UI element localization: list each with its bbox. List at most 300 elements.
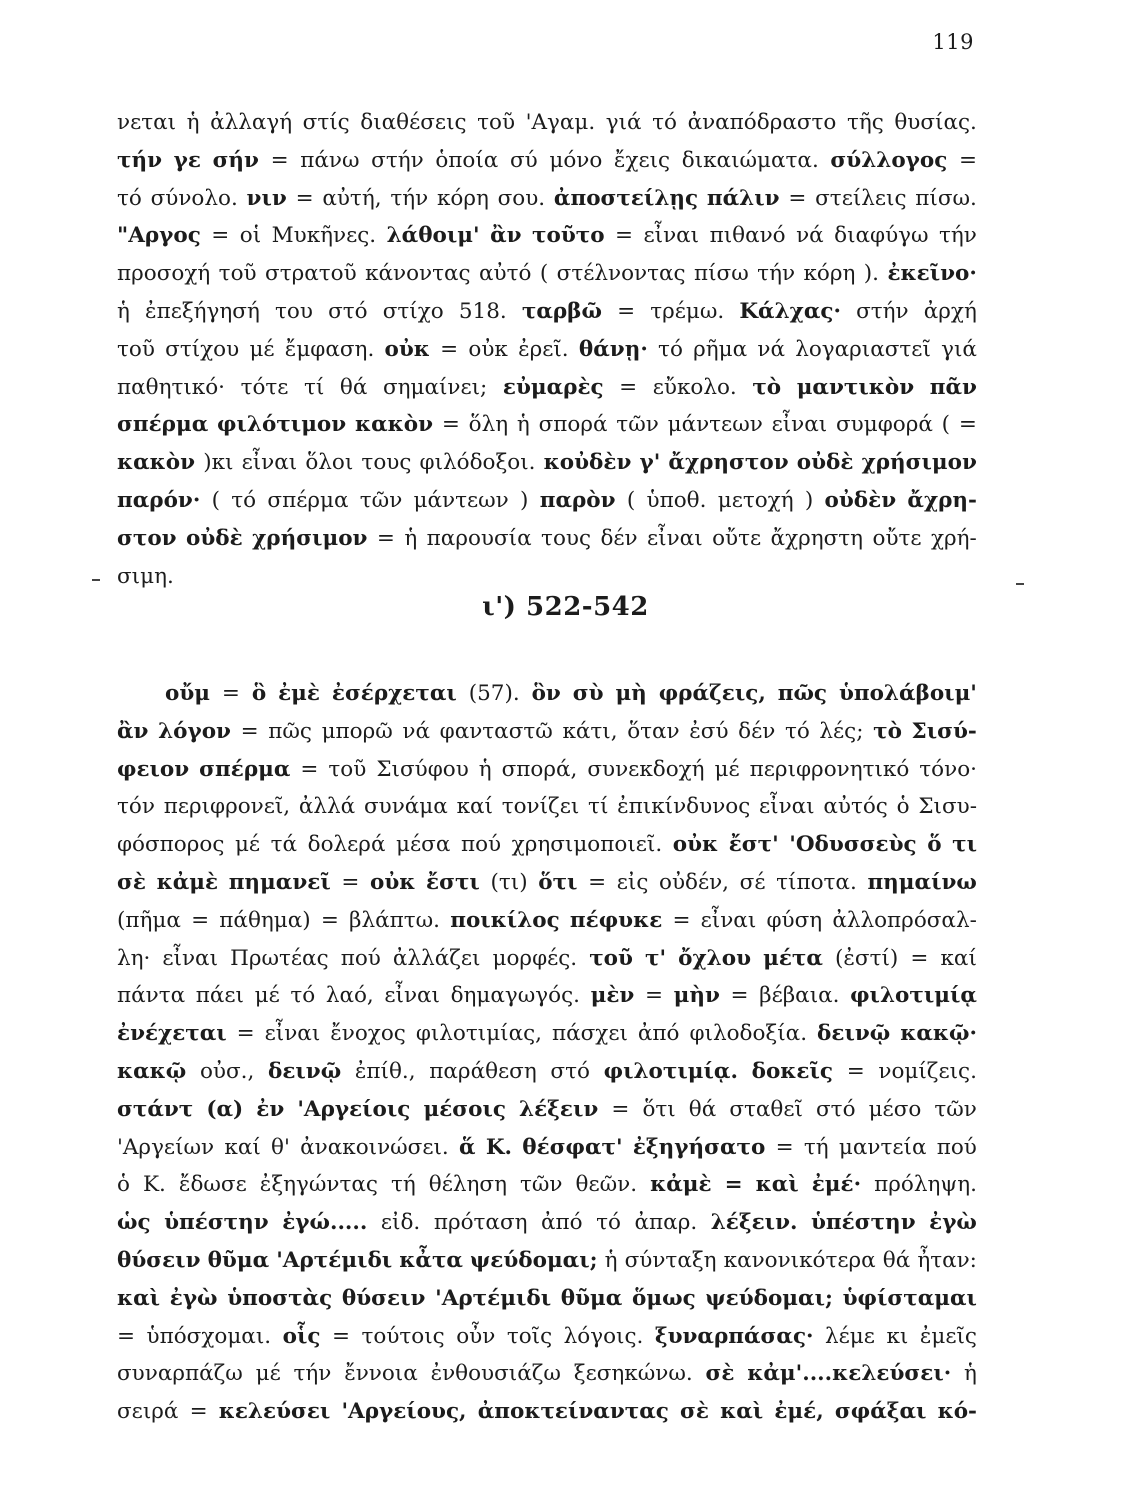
word bbox=[117, 751, 189, 789]
gloss-text: ἀπό bbox=[637, 1021, 680, 1047]
word bbox=[797, 369, 914, 407]
word bbox=[326, 977, 374, 1015]
word bbox=[887, 255, 976, 293]
text-line bbox=[117, 1091, 977, 1129]
gloss-text: χρησιμοποιεῖ. bbox=[511, 832, 663, 858]
gloss-text: = bbox=[958, 147, 977, 173]
word bbox=[260, 1166, 378, 1204]
word bbox=[165, 331, 239, 369]
word bbox=[701, 902, 757, 940]
word bbox=[674, 977, 720, 1015]
text-line bbox=[117, 369, 977, 407]
gloss-text: πρόληψη. bbox=[874, 1172, 977, 1198]
word bbox=[647, 520, 703, 558]
word bbox=[952, 826, 977, 864]
word bbox=[117, 482, 200, 520]
gloss-text: καί bbox=[456, 794, 493, 820]
word bbox=[937, 1129, 977, 1167]
word bbox=[328, 751, 366, 789]
gloss-text: πάσχει bbox=[551, 1021, 628, 1047]
text-line bbox=[117, 558, 977, 596]
gloss-text: μέ bbox=[254, 983, 280, 1009]
word bbox=[165, 675, 210, 713]
word bbox=[552, 1015, 628, 1053]
gloss-text: τότε bbox=[240, 374, 289, 400]
gloss-text: )κι bbox=[203, 450, 234, 476]
word bbox=[897, 788, 910, 826]
word bbox=[416, 1015, 542, 1053]
word bbox=[304, 369, 324, 407]
gloss-text: = bbox=[376, 525, 395, 551]
lemma-term: ὃ bbox=[251, 681, 267, 706]
word bbox=[117, 1393, 178, 1431]
word bbox=[756, 1166, 799, 1204]
page-number: 119 bbox=[932, 30, 974, 54]
word bbox=[117, 940, 150, 978]
word bbox=[117, 1242, 201, 1280]
text-line bbox=[117, 104, 977, 142]
word bbox=[383, 369, 487, 407]
word bbox=[588, 864, 606, 902]
gloss-text: ἀπό bbox=[541, 1210, 583, 1236]
word bbox=[878, 1053, 977, 1091]
gloss-text: = bbox=[615, 223, 634, 249]
word bbox=[918, 788, 977, 826]
word bbox=[117, 255, 210, 293]
gloss-text: θεῶν. bbox=[575, 1172, 638, 1198]
gloss-text: δικαιώματα. bbox=[681, 147, 819, 173]
word bbox=[174, 142, 201, 180]
text-line bbox=[117, 293, 977, 331]
lemma-term: φειον bbox=[117, 756, 190, 782]
word bbox=[203, 444, 233, 482]
word bbox=[117, 558, 174, 596]
gloss-text: = bbox=[775, 1134, 794, 1160]
gloss-text: πού bbox=[340, 945, 381, 971]
gloss-text: = bbox=[644, 983, 663, 1009]
gloss-text: φανταστῶ bbox=[439, 718, 553, 744]
lemma-term: τι bbox=[952, 832, 977, 858]
lemma-term: ἔστ' bbox=[728, 832, 779, 858]
gloss-text: λέμε bbox=[825, 1323, 875, 1349]
gloss-text: ἔχεις bbox=[613, 147, 671, 173]
word bbox=[886, 1318, 908, 1356]
gloss-text: βέβαια. bbox=[759, 983, 840, 1009]
word bbox=[256, 1355, 281, 1393]
gloss-text: ὑπόσχομαι. bbox=[146, 1323, 272, 1349]
text-line bbox=[117, 255, 977, 293]
lemma-term: ἐκεῖνο· bbox=[887, 261, 977, 287]
gloss-text: ) bbox=[520, 487, 529, 513]
gloss-text: πάει bbox=[195, 983, 244, 1009]
word bbox=[230, 940, 329, 978]
word bbox=[229, 864, 331, 902]
word bbox=[344, 1355, 418, 1393]
lemma-term: 'Αργείους, bbox=[341, 1399, 467, 1425]
word bbox=[652, 104, 677, 142]
gloss-text: τήν bbox=[293, 1361, 332, 1387]
gloss-text: εἶναι bbox=[384, 983, 440, 1009]
word bbox=[562, 713, 617, 751]
word bbox=[617, 864, 649, 902]
word bbox=[479, 751, 492, 789]
word bbox=[673, 826, 718, 864]
word bbox=[532, 675, 561, 713]
word bbox=[678, 940, 751, 978]
word bbox=[774, 1393, 823, 1431]
word bbox=[707, 180, 780, 218]
word bbox=[611, 1091, 629, 1129]
word bbox=[468, 331, 507, 369]
gloss-text: σταθεῖ bbox=[729, 1096, 803, 1122]
gloss-text: = bbox=[440, 336, 459, 362]
word bbox=[939, 217, 977, 255]
word bbox=[420, 444, 536, 482]
lemma-term: δεινῷ bbox=[817, 1021, 891, 1047]
word bbox=[117, 788, 155, 826]
lemma-term: μὴν bbox=[673, 983, 720, 1009]
gloss-text: εἶναι bbox=[771, 412, 828, 438]
gloss-text: στρατοῦ bbox=[265, 261, 357, 287]
word bbox=[917, 1242, 977, 1280]
word bbox=[550, 1053, 590, 1091]
word bbox=[282, 1204, 367, 1242]
word bbox=[490, 217, 521, 255]
text-line bbox=[117, 406, 977, 444]
word bbox=[117, 369, 225, 407]
word bbox=[596, 1204, 621, 1242]
word bbox=[429, 1053, 536, 1091]
word bbox=[632, 1280, 696, 1318]
gloss-text: τίποτα. bbox=[776, 869, 857, 895]
word bbox=[362, 1318, 445, 1356]
gloss-text: ἐρεῖ. bbox=[518, 336, 569, 362]
word bbox=[431, 1355, 561, 1393]
word bbox=[549, 142, 602, 180]
gloss-text: = bbox=[240, 718, 259, 744]
lemma-term: τὸ bbox=[752, 374, 782, 400]
word bbox=[795, 331, 931, 369]
word bbox=[256, 1091, 284, 1129]
word bbox=[219, 1393, 331, 1431]
word bbox=[231, 482, 256, 520]
lemma-term: σὺ bbox=[572, 681, 604, 706]
gloss-text: χρή- bbox=[931, 525, 977, 551]
word bbox=[427, 520, 532, 558]
word bbox=[759, 788, 815, 826]
lemma-term: σὲ bbox=[117, 869, 146, 895]
lemma-term: γ' bbox=[639, 450, 661, 476]
word bbox=[224, 1129, 260, 1167]
word bbox=[469, 675, 520, 713]
gloss-text: στίς bbox=[302, 110, 350, 135]
word bbox=[308, 826, 386, 864]
word bbox=[435, 142, 498, 180]
gloss-text: = bbox=[191, 907, 210, 933]
word bbox=[361, 444, 411, 482]
gloss-text: ὅλοι bbox=[305, 450, 354, 476]
word bbox=[117, 1166, 130, 1204]
text-line bbox=[117, 902, 977, 940]
text-line bbox=[117, 940, 977, 978]
word bbox=[276, 1242, 392, 1280]
word bbox=[725, 1166, 743, 1204]
word bbox=[819, 713, 863, 751]
gloss-text: ἐσύ bbox=[689, 718, 729, 744]
gloss-text: τό bbox=[658, 336, 683, 362]
word bbox=[268, 1053, 341, 1091]
text-line bbox=[117, 331, 977, 369]
word bbox=[532, 217, 605, 255]
word bbox=[817, 1015, 890, 1053]
word bbox=[564, 1318, 644, 1356]
word bbox=[117, 406, 208, 444]
commentary-paragraph-1 bbox=[117, 104, 977, 595]
lemma-term: φιλοτιμίᾳ. bbox=[603, 1058, 738, 1084]
word bbox=[633, 1129, 765, 1167]
gloss-text: σημαίνει; bbox=[382, 374, 488, 400]
word bbox=[117, 1129, 214, 1167]
word bbox=[934, 1091, 977, 1129]
gloss-text: = bbox=[117, 1323, 136, 1349]
word bbox=[650, 293, 724, 331]
gloss-text: στήν bbox=[856, 298, 909, 324]
gloss-text: = bbox=[300, 756, 319, 782]
gloss-text: δέν bbox=[738, 718, 776, 744]
word bbox=[493, 940, 578, 978]
word bbox=[376, 751, 468, 789]
word bbox=[235, 826, 260, 864]
word bbox=[763, 940, 823, 978]
word bbox=[414, 482, 509, 520]
word bbox=[222, 675, 240, 713]
word bbox=[823, 788, 887, 826]
word bbox=[365, 255, 471, 293]
lemma-term: πέφυκε bbox=[569, 907, 663, 933]
gloss-text: του bbox=[275, 298, 313, 324]
word bbox=[910, 940, 928, 978]
gloss-text: φιλόδοξοι. bbox=[419, 450, 536, 476]
gloss-text: ἡ bbox=[117, 298, 130, 324]
gloss-text: τοῦ bbox=[218, 261, 257, 287]
word bbox=[402, 713, 430, 751]
word bbox=[242, 444, 298, 482]
gloss-text: τό bbox=[117, 185, 142, 211]
lemma-term: σὲ bbox=[680, 1399, 709, 1425]
word bbox=[815, 180, 906, 218]
word bbox=[479, 255, 531, 293]
gloss-text: = bbox=[211, 223, 230, 249]
word bbox=[689, 1015, 807, 1053]
word bbox=[117, 864, 146, 902]
gloss-text: καί bbox=[224, 1134, 261, 1160]
lemma-term: οὐκ bbox=[672, 832, 719, 858]
lemma-term: 'Αρτέμιδι bbox=[276, 1247, 393, 1273]
gloss-text: προσοχή bbox=[117, 261, 211, 287]
word bbox=[605, 1242, 618, 1280]
word bbox=[285, 331, 374, 369]
word bbox=[573, 675, 604, 713]
word bbox=[294, 1355, 332, 1393]
word bbox=[391, 1166, 416, 1204]
text-line bbox=[117, 977, 977, 1015]
lemma-term: τοῦτο bbox=[532, 223, 605, 249]
lemma-term: οἷς bbox=[282, 1323, 321, 1349]
gloss-text: ἀλλαγή bbox=[210, 110, 293, 135]
word bbox=[440, 331, 458, 369]
word bbox=[964, 1355, 977, 1393]
word bbox=[804, 1129, 829, 1167]
word bbox=[803, 255, 855, 293]
word bbox=[796, 217, 824, 255]
gloss-text: ὅτι bbox=[642, 1096, 676, 1122]
word bbox=[588, 788, 608, 826]
gloss-text: = bbox=[320, 907, 339, 933]
word bbox=[271, 826, 297, 864]
gloss-text: θά bbox=[339, 374, 368, 400]
gloss-text: τοῦ bbox=[328, 756, 367, 782]
word bbox=[459, 293, 507, 331]
gloss-text: οὐδέν, bbox=[659, 869, 730, 895]
gloss-text: νά bbox=[796, 223, 824, 249]
word bbox=[429, 1166, 507, 1204]
word bbox=[931, 520, 977, 558]
word bbox=[788, 180, 806, 218]
lemma-term: ὃν bbox=[531, 681, 561, 706]
word bbox=[839, 1129, 927, 1167]
text-line bbox=[117, 1318, 977, 1356]
word bbox=[457, 788, 493, 826]
word bbox=[645, 977, 663, 1015]
word bbox=[570, 902, 662, 940]
word bbox=[290, 977, 315, 1015]
lemma-term: ποικίλος bbox=[450, 907, 560, 933]
lemma-term: 'Αρτέμιδι bbox=[435, 1285, 552, 1311]
lemma-term: μέτα bbox=[763, 945, 823, 971]
lemma-term: (α) bbox=[206, 1096, 244, 1122]
gloss-text: ἔννοια bbox=[344, 1361, 418, 1387]
word bbox=[381, 1204, 420, 1242]
text-line bbox=[117, 864, 977, 902]
lemma-term: μέσοις bbox=[423, 1096, 506, 1122]
word bbox=[219, 902, 310, 940]
gloss-text: πῶς bbox=[268, 718, 312, 744]
word bbox=[252, 675, 266, 713]
lemma-term: ἐξηγήσατο bbox=[632, 1134, 766, 1160]
word bbox=[341, 940, 381, 978]
gloss-text: = bbox=[910, 945, 929, 971]
word bbox=[151, 180, 238, 218]
word bbox=[442, 406, 460, 444]
gloss-text: τί bbox=[588, 794, 609, 820]
word bbox=[959, 142, 977, 180]
word bbox=[752, 1053, 833, 1091]
lemma-term: τὸ bbox=[873, 718, 902, 744]
gloss-text: κόρη bbox=[803, 261, 856, 287]
gloss-text: εἶναι bbox=[162, 945, 219, 971]
lemma-term: πῶς bbox=[777, 681, 828, 706]
gloss-text: δημαγωγός. bbox=[450, 983, 580, 1009]
word bbox=[164, 1204, 269, 1242]
word bbox=[434, 1204, 528, 1242]
word bbox=[747, 1355, 951, 1393]
word bbox=[668, 406, 763, 444]
gloss-text: ἀναπόδραστο bbox=[687, 110, 837, 135]
lemma-term: πάλιν bbox=[706, 185, 780, 211]
word bbox=[635, 1204, 698, 1242]
gloss-text: διαθέσεις bbox=[360, 110, 467, 135]
gloss-text: τό bbox=[290, 983, 316, 1009]
word bbox=[271, 1129, 290, 1167]
gloss-text: περιφρονεῖ, bbox=[163, 794, 291, 820]
word bbox=[342, 1280, 426, 1318]
word bbox=[600, 520, 637, 558]
word bbox=[510, 142, 538, 180]
gloss-text: μπορῶ bbox=[321, 718, 393, 744]
lemma-term: κακὸν bbox=[354, 412, 434, 438]
gloss-text: τῆς bbox=[846, 110, 884, 135]
gloss-text: τήν bbox=[939, 223, 977, 249]
word bbox=[680, 1393, 709, 1431]
gloss-text: τήν bbox=[757, 261, 796, 287]
gloss-text: εἰς bbox=[616, 869, 649, 895]
lemma-term: Κάλχας· bbox=[739, 298, 841, 324]
word bbox=[241, 369, 289, 407]
gloss-text: κόρη bbox=[436, 185, 489, 211]
lemma-term: καὶ bbox=[117, 1285, 161, 1311]
gloss-text: νά bbox=[402, 718, 431, 744]
gloss-text: καί bbox=[940, 945, 977, 971]
word bbox=[589, 940, 633, 978]
word bbox=[332, 1318, 350, 1356]
word bbox=[812, 1166, 861, 1204]
lemma-term: ὑπέστην bbox=[811, 1210, 916, 1236]
word bbox=[927, 826, 941, 864]
gloss-text: τή bbox=[803, 1134, 829, 1160]
word bbox=[435, 1280, 551, 1318]
gloss-text: παράθεση bbox=[429, 1058, 537, 1084]
word bbox=[503, 369, 604, 407]
gloss-text: τή bbox=[390, 1172, 416, 1198]
gloss-text: οὔτε bbox=[872, 525, 922, 551]
lemma-term: λάθοιμ' bbox=[386, 223, 480, 249]
lemma-term: ἐσέρχεται bbox=[331, 681, 457, 706]
lemma-term: νιν bbox=[246, 185, 287, 211]
gloss-text: ἐπικίνδυνος bbox=[617, 794, 751, 820]
word bbox=[554, 180, 698, 218]
text-line bbox=[117, 482, 977, 520]
lemma-term: ὄχλου bbox=[678, 945, 751, 971]
word bbox=[117, 826, 224, 864]
lemma-term: οὐκ bbox=[370, 869, 416, 895]
word bbox=[305, 444, 353, 482]
word bbox=[757, 255, 795, 293]
word bbox=[653, 369, 737, 407]
lemma-term: ἄχρηστον bbox=[668, 450, 789, 476]
word bbox=[591, 977, 635, 1015]
word bbox=[688, 104, 837, 142]
gloss-text: γιά bbox=[941, 336, 977, 362]
gloss-text: τό bbox=[596, 1210, 621, 1236]
text-line bbox=[117, 1355, 977, 1393]
lemma-term: μαντικὸν bbox=[796, 374, 915, 400]
word bbox=[619, 369, 637, 407]
gloss-text: μέ bbox=[249, 336, 275, 362]
word bbox=[272, 217, 377, 255]
word bbox=[544, 444, 632, 482]
word bbox=[694, 255, 749, 293]
word bbox=[240, 217, 261, 255]
